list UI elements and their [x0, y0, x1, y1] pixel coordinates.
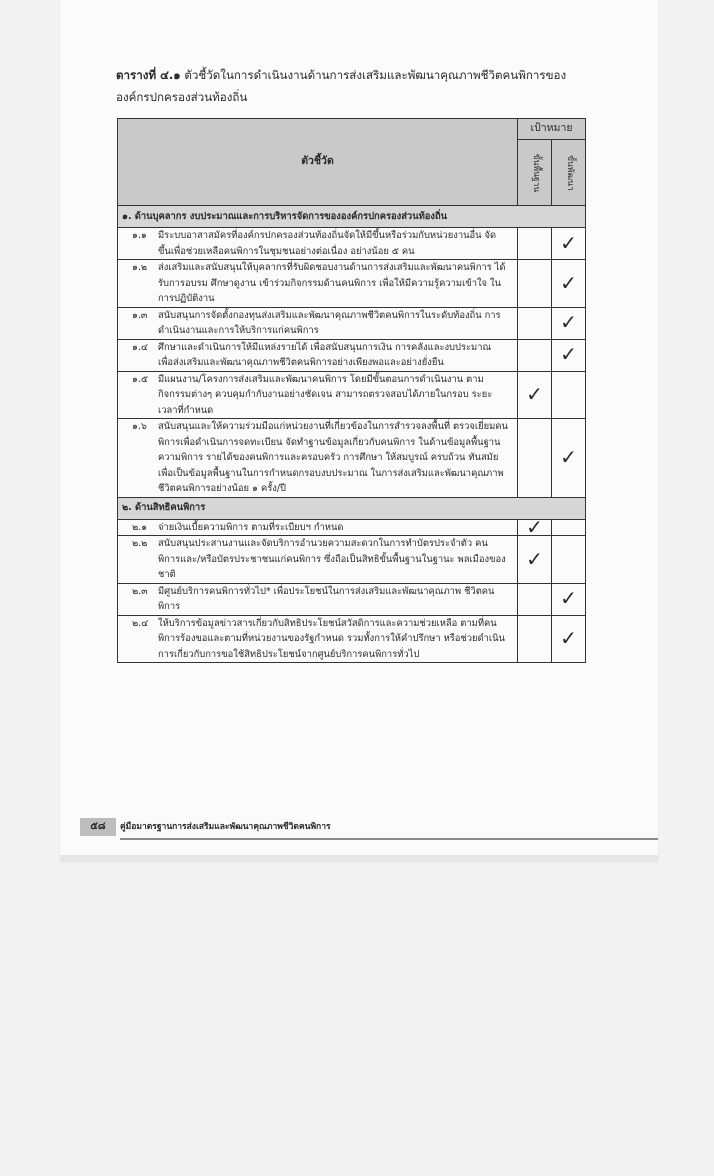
indicator-number: ๑.๑	[132, 230, 147, 241]
indicator-cell	[118, 371, 518, 419]
development-level-cell	[552, 419, 586, 498]
indicator-table	[117, 118, 586, 663]
development-level-cell	[552, 536, 586, 584]
indicator-number: ๒.๓	[132, 585, 148, 597]
development-level-header: ขั้นพัฒนา	[552, 140, 586, 206]
development-level-cell	[552, 339, 586, 371]
indicator-number: ๑.๔	[132, 341, 149, 353]
checkmark-icon: ✓	[560, 586, 577, 611]
basic-level-cell	[518, 339, 552, 371]
table-row	[118, 519, 586, 536]
table-row	[118, 419, 586, 498]
development-level-cell	[552, 371, 586, 419]
section-title: ๒. ด้านสิทธิคนพิการ	[118, 497, 586, 519]
development-level-cell	[552, 519, 586, 536]
checkmark-icon: ✓	[560, 230, 577, 255]
basic-level-cell	[518, 228, 552, 260]
table-row	[118, 536, 586, 584]
table-row	[118, 260, 586, 308]
footer-rule	[120, 838, 658, 840]
development-level-cell	[552, 583, 586, 615]
footer-title: คู่มือมาตรฐานการส่งเสริมและพัฒนาคุณภาพชีวิตคนพิการ	[120, 822, 331, 832]
indicator-text: ให้บริการข้อมูลข่าวสารเกี่ยวกับสิทธิประโยชน์สวัสดิการและความช่วยเหลือ ตามที่คนพิการร้องขอและตามที่หน่วยงานของรัฐกำหนด รวมทั้งการให้คำปรึกษา หรือช่วยดำเนินการเกี่ยวกับการขอใช้สิทธิประโยชน์จากศูนย์บริการคนพิการทั่วไป	[158, 617, 505, 660]
indicator-text: มีแผนงาน/โครงการส่งเสริมและพัฒนาคนพิการ โดยมีขั้นตอนการดำเนินงาน ตามกิจกรรมต่างๆ ควบคุมกำกับงานอย่างชัดเจน สามารถตรวจสอบได้ภายในกรอบ ระยะเวลาที่กำหนด	[158, 373, 493, 416]
checkmark-icon: ✓	[560, 270, 577, 295]
basic-level-cell	[518, 583, 552, 615]
basic-level-cell	[518, 514, 552, 539]
indicator-number: ๒.๑	[132, 521, 148, 533]
indicator-text: มีระบบอาสาสมัครที่องค์กรปกครองส่วนท้องถิ่นจัดให้มีขึ้นหรือร่วมกับหน่วยงานอื่น จัดขึ้นเพื่อช่วยเหลือคนพิการในชุมชนอย่างต่อเนื่อง อย่างน้อย ๕ คน	[158, 230, 497, 257]
indicator-cell	[118, 419, 518, 498]
table-body	[118, 206, 586, 663]
checkmark-icon: ✓	[560, 342, 577, 367]
page-number: ๕๘	[80, 818, 116, 836]
basic-level-cell	[518, 371, 552, 419]
basic-level-cell	[518, 536, 552, 584]
checkmark-icon: ✓	[526, 382, 543, 406]
development-level-cell	[552, 615, 586, 663]
basic-level-header: ขั้นพื้นฐาน	[518, 140, 552, 206]
indicator-text: สนับสนุนประสานงานและจัดบริการอำนวยความสะดวกในการทำบัตรประจำตัว คนพิการและ/หรือบัตรประชาชนแก่คนพิการ ซึ่งถือเป็นสิทธิขั้นพื้นฐานในฐานะ พลเมืองของชาติ	[158, 538, 506, 580]
development-level-cell	[552, 260, 586, 308]
indicator-cell	[118, 228, 518, 260]
table-row	[118, 615, 586, 663]
indicator-cell	[118, 339, 518, 371]
table-caption	[116, 64, 596, 108]
indicator-text: มีศูนย์บริการคนพิการทั่วไป* เพื่อประโยชน์ในการส่งเสริมและพัฒนาคุณภาพ ชีวิตคนพิการ	[158, 585, 495, 612]
table-row	[118, 307, 586, 339]
basic-level-cell	[518, 307, 552, 339]
indicator-number: ๒.๔	[132, 617, 149, 629]
basic-level-cell	[518, 615, 552, 663]
table-row	[118, 583, 586, 615]
indicator-cell	[118, 583, 518, 615]
development-level-cell	[552, 228, 586, 260]
caption-text: ตัวชี้วัดในการดำเนินงานด้านการส่งเสริมและพัฒนาคุณภาพชีวิตคนพิการของ องค์กรปกครองส่วนท้องถิ่น	[116, 68, 567, 104]
indicator-header: ตัวชี้วัด	[118, 119, 518, 206]
indicator-cell	[118, 615, 518, 663]
indicator-cell	[118, 307, 518, 339]
indicator-text: สนับสนุนการจัดตั้งกองทุนส่งเสริมและพัฒนาคุณภาพชีวิตคนพิการในระดับท้องถิ่น การดำเนินงานและการให้บริการแก่คนพิการ	[158, 309, 501, 336]
indicator-number: ๑.๓	[132, 309, 148, 321]
checkmark-icon: ✓	[526, 546, 543, 571]
basic-level-cell	[518, 260, 552, 308]
checkmark-icon: ✓	[560, 445, 577, 469]
checkmark-icon: ✓	[560, 626, 577, 650]
indicator-number: ๑.๒	[132, 262, 148, 273]
section-row	[118, 497, 586, 519]
section-title: ๑. ด้านบุคลากร งบประมาณและการบริหารจัดการขององค์กรปกครองส่วนท้องถิ่น	[118, 206, 586, 228]
indicator-text: สนับสนุนและให้ความร่วมมือแก่หน่วยงานที่เกี่ยวข้องในการสำรวจลงพื้นที่ ตรวจเยี่ยมคนพิการเพื่อดำเนินการจดทะเบียน จัดทำฐานข้อมูลเกี่ยวกับคนพิการ ในด้านข้อมูลพื้นฐานความพิการ รายได้ของคนพิการและครอบครัว การศึกษา ให้สมบูรณ์ ครบถ้วน ทันสมัย เพื่อเป็นข้อมูลพื้นฐานในการกำหนดกรอบงบประมาณ ในการส่งเสริมและพัฒนาคุณภาพชีวิตคนพิการอย่างน้อย ๑ ครั้ง/ปี	[158, 421, 508, 494]
indicator-text: จ่ายเงินเบี้ยความพิการ ตามที่ระเบียบฯ กำหนด	[158, 521, 344, 533]
section-row	[118, 206, 586, 228]
table-row	[118, 371, 586, 419]
indicator-number: ๑.๕	[132, 373, 149, 385]
page-edge	[60, 855, 658, 862]
checkmark-icon: ✓	[560, 310, 577, 335]
basic-level-cell	[518, 419, 552, 498]
indicator-text: ส่งเสริมและสนับสนุนให้บุคลากรที่รับผิดชอบงานด้านการส่งเสริมและพัฒนาคนพิการ ได้รับการอบรม ศึกษาดูงาน เข้าร่วมกิจกรรมด้านคนพิการ เพื่อให้มีความรู้ความเข้าใจ ในการปฏิบัติงาน	[158, 262, 506, 304]
indicator-cell	[118, 519, 518, 536]
indicator-text: ศึกษาและดำเนินการให้มีแหล่งรายได้ เพื่อสนับสนุนการเงิน การคลังและงบประมาณ เพื่อส่งเสริมและพัฒนาคุณภาพชีวิตคนพิการอย่างเพียงพอและอย่างยั่งยืน	[158, 341, 492, 368]
caption-label: ตารางที่ ๔.๑	[116, 68, 181, 82]
table-row	[118, 339, 586, 371]
development-level-cell	[552, 307, 586, 339]
indicator-cell	[118, 536, 518, 584]
table-row	[118, 228, 586, 260]
indicator-number: ๑.๖	[132, 421, 147, 432]
indicator-cell	[118, 260, 518, 308]
checkmark-icon: ✓	[526, 514, 543, 539]
target-header: เป้าหมาย	[518, 119, 586, 140]
indicator-number: ๒.๒	[132, 538, 148, 549]
